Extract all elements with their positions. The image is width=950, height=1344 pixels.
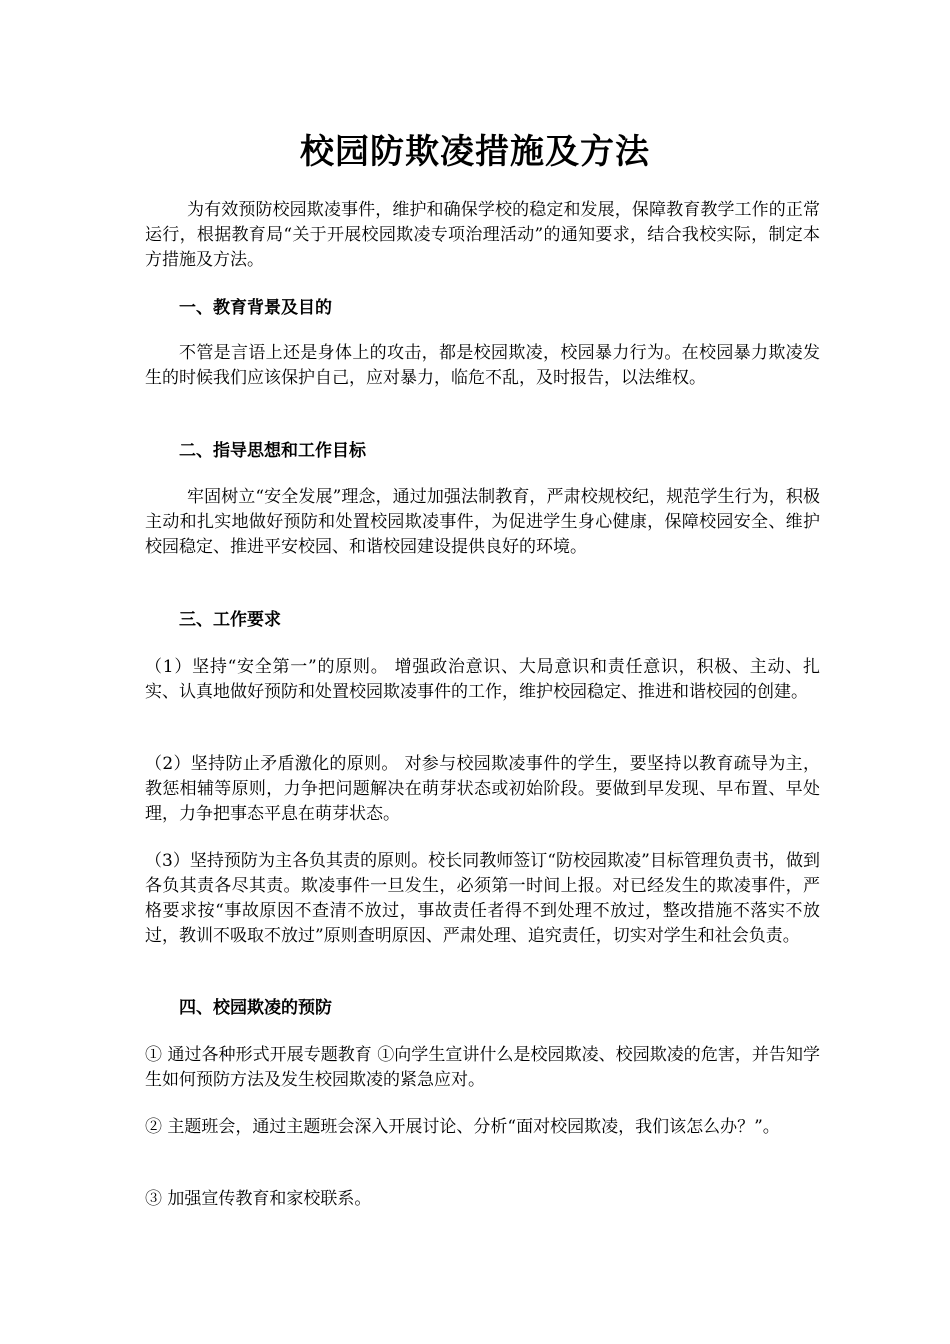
- section-heading-1: 一、教育背景及目的: [179, 298, 332, 318]
- prevention-item-3: ③ 加强宣传教育和家校联系。: [145, 1189, 372, 1209]
- section-heading-3: 三、工作要求: [179, 610, 281, 630]
- prevention-item-2: ② 主题班会，通过主题班会深入开展讨论、分析“面对校园欺凌，我们该怎么办？”。: [145, 1117, 780, 1137]
- section-1-paragraph: 不管是言语上还是身体上的攻击，都是校园欺凌，校园暴力行为。在校园暴力欺凌发生的时候我们应该保护自己，应对暴力，临危不乱，及时报告，以法维权。: [145, 343, 820, 388]
- section-heading-4: 四、校园欺凌的预防: [179, 998, 332, 1018]
- document-title: 校园防欺凌措施及方法: [300, 132, 650, 172]
- requirement-item-3: （3）坚持预防为主各负其责的原则。校长同教师签订“防校园欺凌”目标管理负责书，做到各负其责各尽其责。欺凌事件一旦发生，必须第一时间上报。对已经发生的欺凌事件，严格要求按“事故原因不查清不放过，事故责任者得不到处理不放过，整改措施不落实不放过，教训不吸取不放过”原则查明原因、严肃处理、追究责任，切实对学生和社会负责。: [145, 851, 820, 946]
- requirement-item-2: （2）坚持防止矛盾激化的原则。 对参与校园欺凌事件的学生，要坚持以教育疏导为主，教惩相辅等原则，力争把问题解决在萌芽状态或初始阶段。要做到早发现、早布置、早处理，力争把事态平息在萌芽状态。: [145, 754, 820, 824]
- requirement-item-1: （1）坚持“安全第一”的原则。 增强政治意识、大局意识和责任意识，积极、主动、扎实、认真地做好预防和处置校园欺凌事件的工作，维护校园稳定、推进和谐校园的创建。: [145, 657, 820, 702]
- section-heading-2: 二、指导思想和工作目标: [179, 441, 366, 461]
- intro-paragraph: 为有效预防校园欺凌事件，维护和确保学校的稳定和发展，保障教育教学工作的正常运行，根据教育局“关于开展校园欺凌专项治理活动”的通知要求，结合我校实际，制定本方措施及方法。: [145, 200, 820, 270]
- prevention-item-1: ① 通过各种形式开展专题教育 ①向学生宣讲什么是校园欺凌、校园欺凌的危害，并告知学生如何预防方法及发生校园欺凌的紧急应对。: [145, 1045, 820, 1090]
- section-2-paragraph: 牢固树立“安全发展”理念，通过加强法制教育，严肃校规校纪，规范学生行为，积极主动和扎实地做好预防和处置校园欺凌事件，为促进学生身心健康，保障校园安全、维护校园稳定、推进平安校园、和谐校园建设提供良好的环境。: [145, 487, 820, 557]
